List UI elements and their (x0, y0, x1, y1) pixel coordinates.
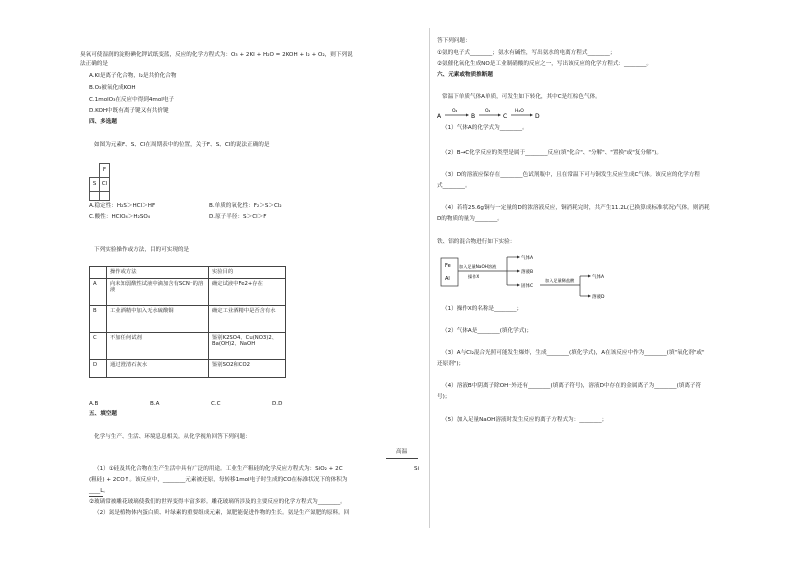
flow-gas-a: 气体A (521, 256, 534, 261)
table-row (90, 278, 286, 305)
question-mixture-4-line1: （4）溶液B中阴离子除OH⁻外还有________(填离子符号)，溶液D中存在的金属离子为________(填离子符 (442, 383, 702, 389)
reaction-arrow-line (386, 458, 418, 459)
question-mixture-3-line2: 还原剂")； (437, 361, 465, 367)
chain-reagent-o2-2: O₂ (485, 109, 491, 114)
table-header-cell (90, 267, 107, 279)
table-cell: 不加任何试剂 (107, 332, 209, 359)
conversion-chain-diagram (436, 106, 546, 122)
question-mixture-stem: 铁、铝的混合物进行如下实验： (437, 239, 516, 245)
question-periodic-option-c: C.酸性：HClO₄＞H₂SO₄ (89, 214, 151, 220)
question-ozone-option-c: C.1molO₃在反应中得到4mol电子 (89, 97, 175, 103)
table-row (90, 305, 286, 332)
flow-gas-a-2: 气体A (592, 275, 605, 280)
table-cell: 工业酒精中加入无水硫酸铜 (107, 305, 209, 332)
table-header-cell: 操作或方法 (107, 267, 209, 279)
reaction-condition-label: 高温 (396, 449, 408, 455)
table-cell: 鉴别SO2和CO2 (209, 359, 286, 377)
flow-solution-b: 溶液B (521, 270, 534, 275)
question-fill-1-line3: ____L。 (89, 488, 109, 494)
table-cell: 向未知弱酸性试液中滴加含有SCN⁻的溶液 (107, 278, 209, 305)
question-inference-4-line1: （4）若将25.6g铜与一定量的D的浓溶液反应，铜消耗完时，共产生11.2L(已换算成标准状况)气体。则消耗 (442, 205, 710, 211)
chain-node-d: D (535, 113, 540, 120)
experiment-answer-a: A.B (89, 401, 99, 407)
table-cell: 确定试液中Fe2+存在 (209, 278, 286, 305)
question-mixture-5: （5）加入足量NaOH溶液时发生反应的离子方程式为：________； (442, 417, 608, 423)
section-heading-fill-blank: 五、填空题 (89, 411, 117, 417)
flow-operation-x: 操作X (468, 274, 480, 279)
question-ozone-option-d: D.KOH中既有离子键又有共价键 (89, 108, 169, 114)
column-divider (429, 28, 430, 528)
question-inference-4-line2: D的物质的量为________。 (437, 216, 503, 222)
chain-reagent-o2-1: O₂ (452, 109, 458, 114)
flow-step-naoh: 加入足量NaOH溶液 (459, 264, 497, 269)
table-cell: C (90, 332, 107, 359)
question-periodic-option-d: D.原子半径：S＞Cl＞F (209, 214, 267, 220)
question-ozone-stem: 臭氧可使湿润的淀粉碘化钾试纸变蓝，反应的化学方程式为：O₃ + 2KI + H₂O = 2KOH + I₂ + O₂，则下列说 (80, 52, 353, 58)
chain-node-c: C (503, 113, 508, 120)
question-ozone-option-a: A.KI是离子化合物，I₂是共价化合物 (89, 73, 177, 79)
question-inference-1: （1）气体A的化学式为________。 (442, 125, 528, 131)
question-fill-2-line: （2）氮是植物体内蛋白质、叶绿素的重要组成元素，氮肥能促进作物的生长。氨是生产氮肥的原料。回 (94, 510, 350, 516)
table-cell: 鉴别K2SO4、Cu(NO3)2、Ba(OH)2、NaOH (209, 332, 286, 359)
experiment-answer-d: D.D (272, 401, 283, 407)
mixture-al-label: Al (445, 276, 450, 282)
question-periodic-option-b: B.单质的氧化性：F₂＞S＞Cl₂ (209, 203, 282, 209)
question-inference-stem: 常温下单质气体A单质，可发生如下转化，其中C是红棕色气体。 (442, 94, 601, 100)
question-fill-1-line1: （1）①硅及其化合物在生产生活中具有广泛的用途。工业生产粗硅的化学反应方程式为：SiO₂ + 2C (94, 466, 343, 472)
table-cell: A (90, 278, 107, 305)
flow-step-hcl: 加入足量稀盐酸 (545, 278, 575, 283)
question-mixture-1: （1）操作X的名称是________； (442, 306, 523, 312)
right-continued-intro: 答下列问题： (437, 38, 471, 44)
question-inference-3-line2: 式________。 (437, 183, 471, 189)
table-header-cell: 实验目的 (209, 267, 286, 279)
mixture-fe-label: Fe (445, 263, 451, 269)
flow-solution-d: 溶液D (592, 295, 605, 300)
table-cell: D (90, 359, 107, 377)
question-fill-stem: 化学与生产、生活、环境息息相关。从化学视角回答下列问题： (94, 434, 251, 440)
experiment-answer-b: B.A (150, 401, 160, 407)
table-cell: 通过澄清石灰水 (107, 359, 209, 377)
question-mixture-3-line1: （3）A与Cl₂混合光照可能发生爆炸，生成________(填化学式)，A在该反应中作为________(填"氧化剂"或" (442, 350, 705, 356)
chain-node-a: A (437, 113, 442, 120)
chain-node-b: B (471, 113, 476, 120)
question-ammonia-1: ①氨的电子式________；氨水有碱性，写出氨水的电离方程式________； (437, 50, 616, 56)
section-heading-multi-choice: 四、多选题 (89, 119, 117, 125)
question-ozone-option-b: B.O₃被氧化成KOH (89, 85, 136, 91)
table-cell: B (90, 305, 107, 332)
experiment-table (89, 266, 286, 378)
answer-blank-line (89, 496, 103, 497)
section-heading-inference: 六、元素或物质推断题 (437, 72, 493, 78)
periodic-cell-s: S (90, 178, 100, 192)
periodic-table-fragment (89, 163, 110, 201)
question-ozone-stem-cont: 法正确的是 (80, 61, 108, 67)
flow-solid-c: 固体C (521, 284, 534, 289)
table-row (90, 359, 286, 377)
question-experiment-stem: 下列实验操作或方法，目的可实现的是 (94, 247, 190, 253)
question-fill-1-line2: (粗硅) + 2CO↑。该反应中，________元素被还原，每转移1mol电子时生成的CO在标准状况下的体积为 (89, 477, 348, 483)
question-ammonia-2: ②氨催化氧化生成NO是工业制硝酸的反应之一，写出该反应的化学方程式：________。 (437, 61, 652, 67)
question-inference-3-line1: （3）D的溶液应保存在________色试剂瓶中，且在常温下可与铜发生反应生成C气体。该反应的化学方程 (442, 172, 700, 178)
question-mixture-4-line2: 号)； (437, 394, 451, 400)
fe-al-flow-diagram (440, 252, 620, 304)
question-fill-1-product: Si (414, 466, 420, 472)
chain-reagent-h2o: H₂O (515, 109, 524, 114)
experiment-answer-c: C.C (211, 401, 221, 407)
question-periodic-option-a: A.稳定性：H₂S＞HCl＞HF (89, 203, 156, 209)
question-mixture-2: （2）气体A是________(填化学式)； (442, 328, 533, 334)
table-row (90, 332, 286, 359)
question-periodic-stem: 如图为元素F、S、Cl在周期表中的位置，关于F、S、Cl的说法正确的是 (94, 142, 270, 148)
question-inference-2: （2）B→C化学反应的类型是属于________反应(填"化合"、"分解"、"置换"或"复分解")。 (442, 150, 662, 156)
periodic-cell-cl: Cl (100, 178, 110, 192)
table-header-row (90, 267, 286, 279)
question-fill-1-line4: ②玻璃常被雕花玻璃使我们的世界变得丰富多彩。雕花玻璃所涉及的主要反应的化学方程式为________。 (89, 499, 346, 505)
table-cell: 确定工业酒精中是否含有水 (209, 305, 286, 332)
periodic-cell-f: F (100, 164, 110, 178)
